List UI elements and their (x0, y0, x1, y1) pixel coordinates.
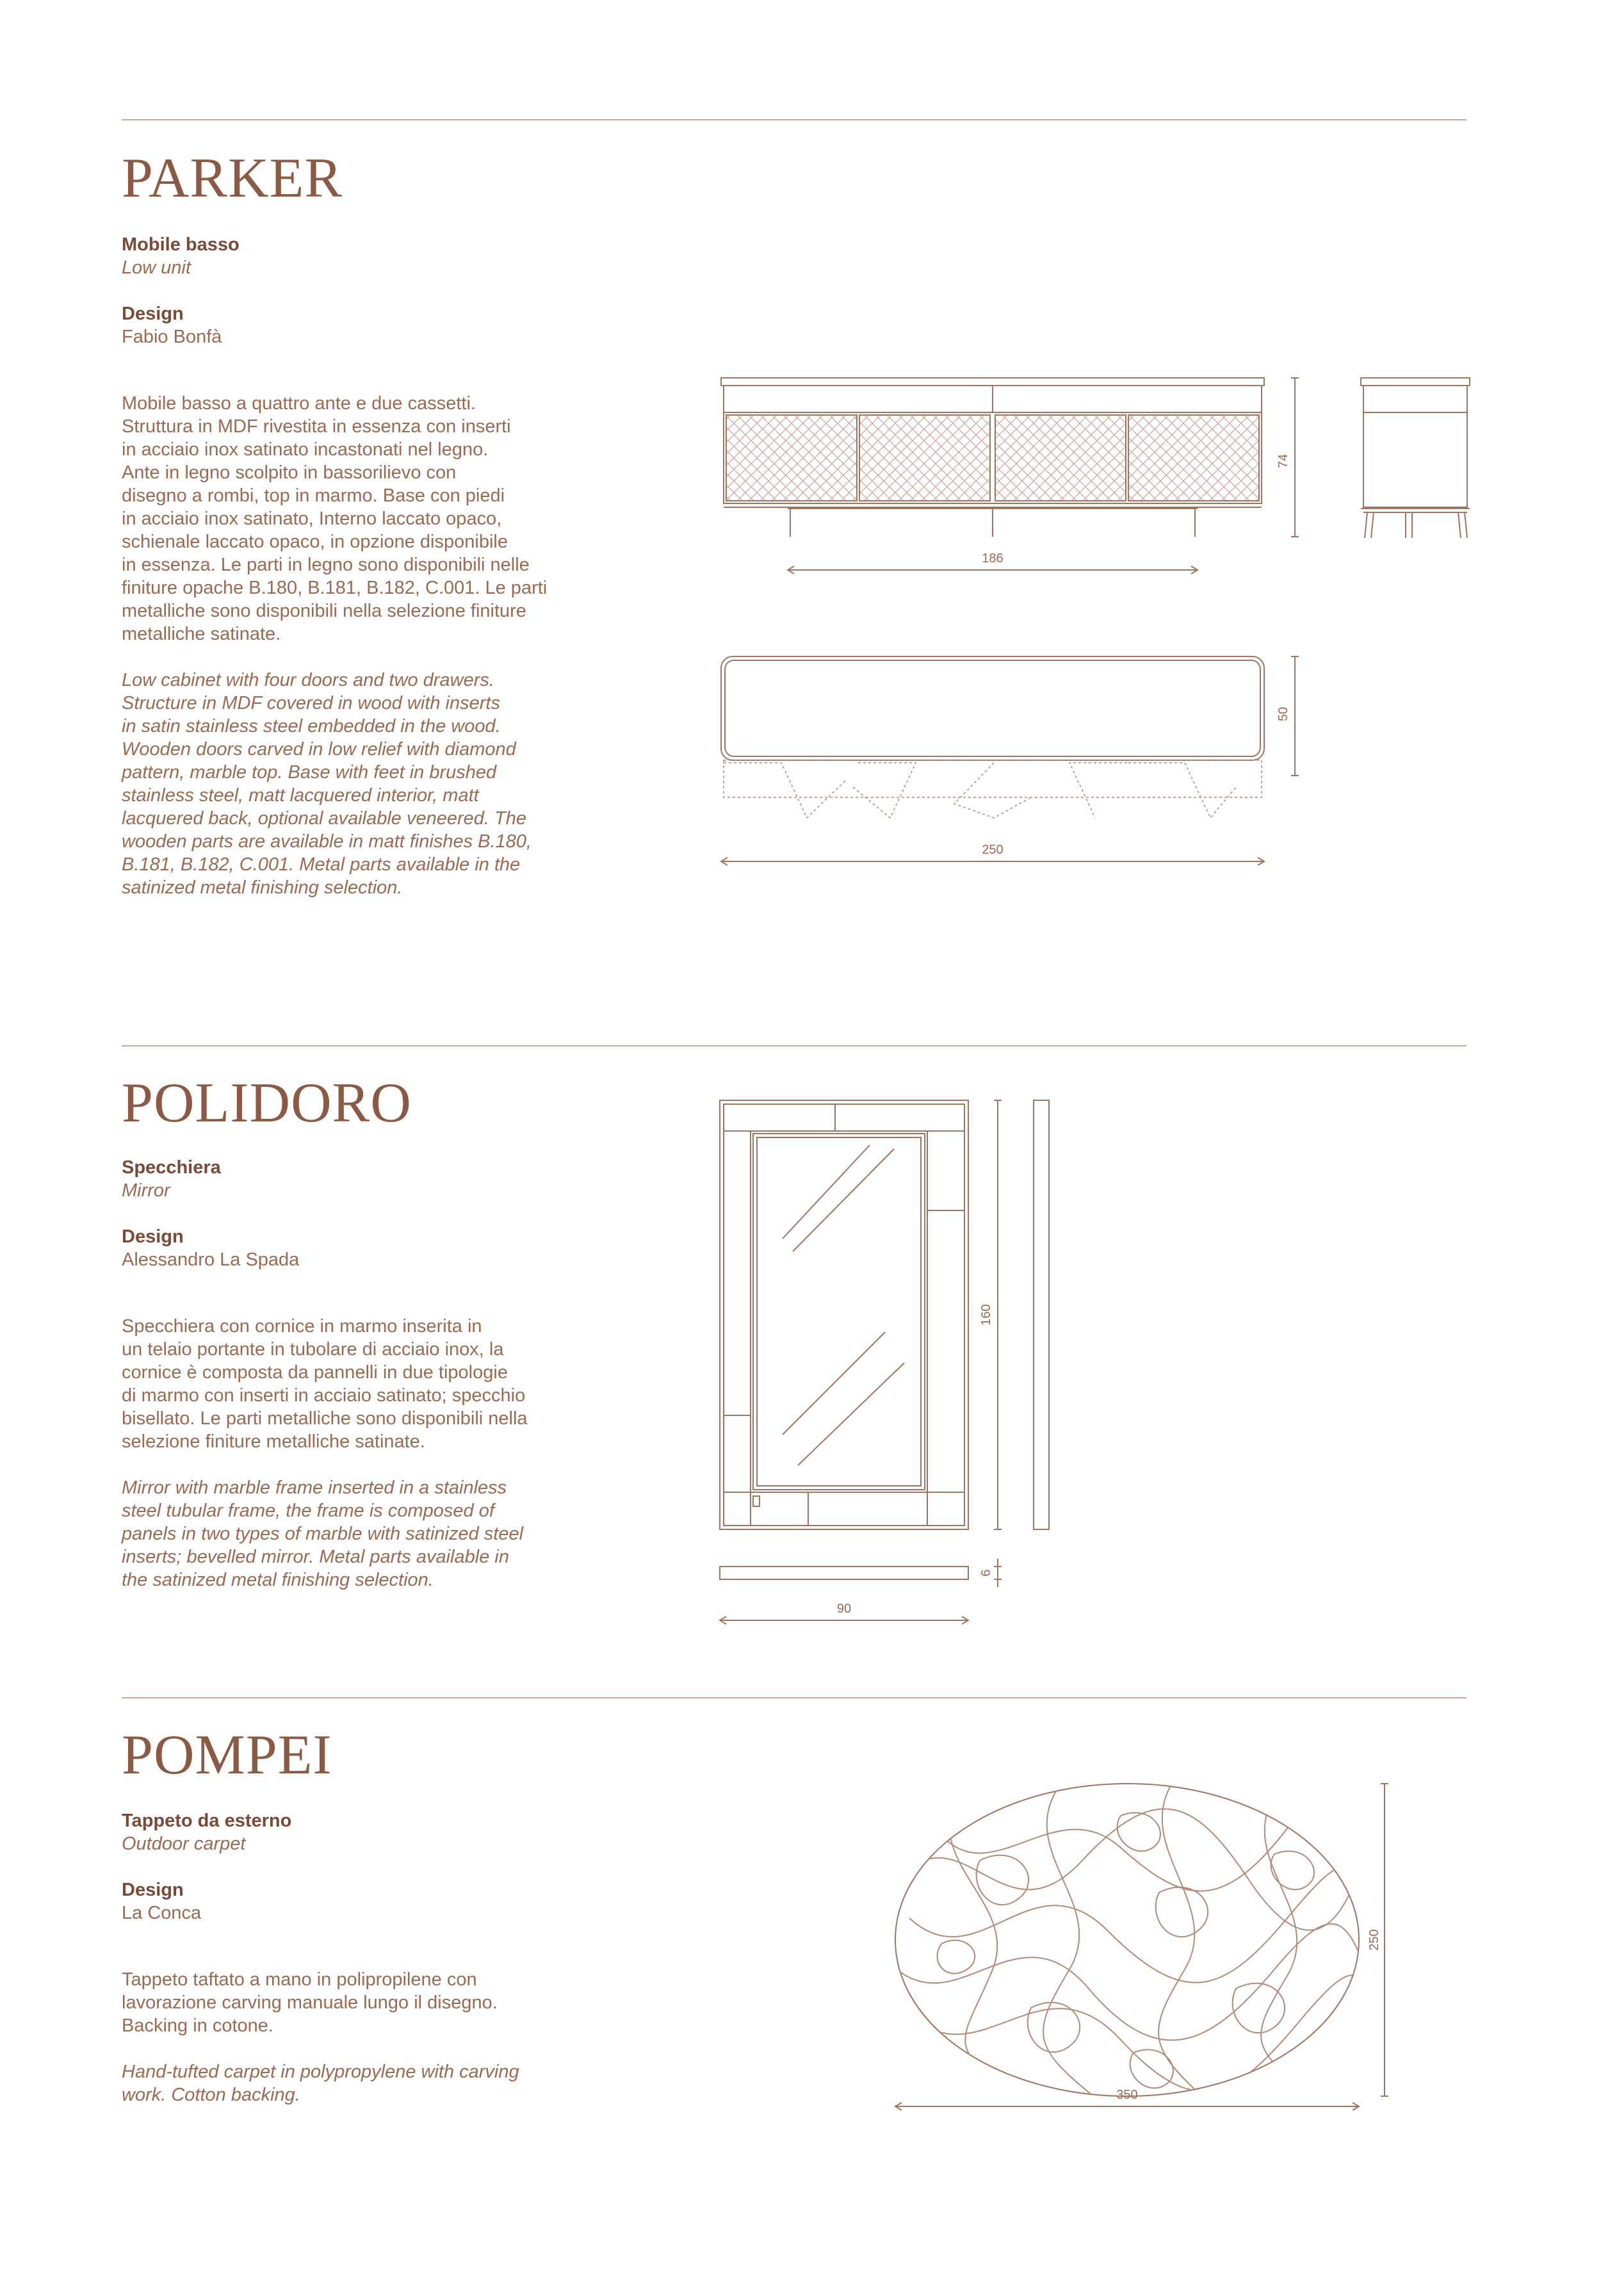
product-type-en: Low unit (122, 257, 191, 278)
product-type-en: Mirror (122, 1180, 170, 1201)
product-title: POLIDORO (122, 1072, 412, 1134)
parker-side-elevation (1354, 378, 1476, 546)
description-en: Hand-tufted carpet in polypropylene with carving work. Cotton backing. (122, 2062, 519, 2105)
dim-height-label: 250 (1367, 1929, 1381, 1951)
product-info (122, 233, 564, 899)
parker-plan-view (711, 650, 1306, 868)
description-it: Mobile basso a quattro ante e due cassetti. Struttura in MDF rivestita in essenza con inserti in acciaio inox satinato incastonati nel legno. Ante in legno scolpito in bassorilievo con disegno a rombi, top in marmo. Base con piedi in acciaio inox satinato, Interno laccato opaco, schienale laccato opaco, in opzione disponibile in essenza. Le parti in legno sono disponibili nelle finiture opache B.180, B.181, B.182, C.001. Le parti metalliche sono disponibili nella selezione finiture metalliche satinate. (122, 393, 548, 644)
description-en: Low cabinet with four doors and two drawers. Structure in MDF covered in wood with inserts in satin stainless steel embedded in the wood. Wooden doors carved in low relief with diamond pattern, marble top. Base with feet in brushed stainless steel, matt lacquered interior, matt lacquered back, optional available veneered. The wooden parts are available in matt finishes B.180, B.181, B.182, C.001. Metal parts available in the satinized metal finishing selection. (122, 670, 532, 898)
design-label: Design (122, 1226, 184, 1247)
parker-front-elevation (711, 371, 1306, 583)
description-en: Mirror with marble frame inserted in a stainless steel tubular frame, the frame is composed of panels in two types of marble with satinized steel inserts; bevelled mirror. Metal parts available in the satinized metal finishing selection. (122, 1478, 524, 1590)
dim-depth-label: 6 (979, 1569, 993, 1577)
description-it: Specchiera con cornice in marmo inserita in un telaio portante in tubolare di acciaio inox, la cornice è composta da pannelli in due tipologie di marmo con inserti in acciaio satinato; specchio bisellato. Le parti metalliche sono disponibili nella selezione finiture metalliche satinate. (122, 1316, 528, 1452)
dim-height-label: 160 (979, 1304, 993, 1326)
product-title: PARKER (122, 147, 343, 209)
designer-name: Fabio Bonfà (122, 327, 222, 347)
dim-width-label: 186 (982, 551, 1004, 566)
designer-name: La Conca (122, 1903, 202, 1923)
product-title: POMPEI (122, 1724, 332, 1786)
product-type-it: Mobile basso (122, 234, 240, 255)
product-info (122, 1809, 564, 2106)
design-label: Design (122, 304, 184, 324)
section-divider (122, 1697, 1467, 1698)
dim-length-label: 250 (982, 843, 1004, 857)
design-label: Design (122, 1880, 184, 1900)
polidoro-mirror-drawing (711, 1095, 1069, 1640)
pompei-carpet-drawing (890, 1777, 1402, 2110)
designer-name: Alessandro La Spada (122, 1250, 300, 1270)
section-divider (122, 1045, 1467, 1046)
dim-depth-label: 50 (1276, 706, 1290, 722)
dim-height-label: 74 (1276, 453, 1290, 469)
section-divider (122, 119, 1467, 120)
dim-width-label: 90 (836, 1602, 852, 1616)
product-info (122, 1156, 564, 1592)
description-it: Tappeto taftato a mano in polipropilene con lavorazione carving manuale lungo il disegno. Backing in cotone. (122, 1969, 498, 2036)
product-type-en: Outdoor carpet (122, 1834, 246, 1854)
product-type-it: Tappeto da esterno (122, 1811, 292, 1831)
product-type-it: Specchiera (122, 1157, 221, 1178)
dim-width-label: 350 (1116, 2088, 1138, 2102)
